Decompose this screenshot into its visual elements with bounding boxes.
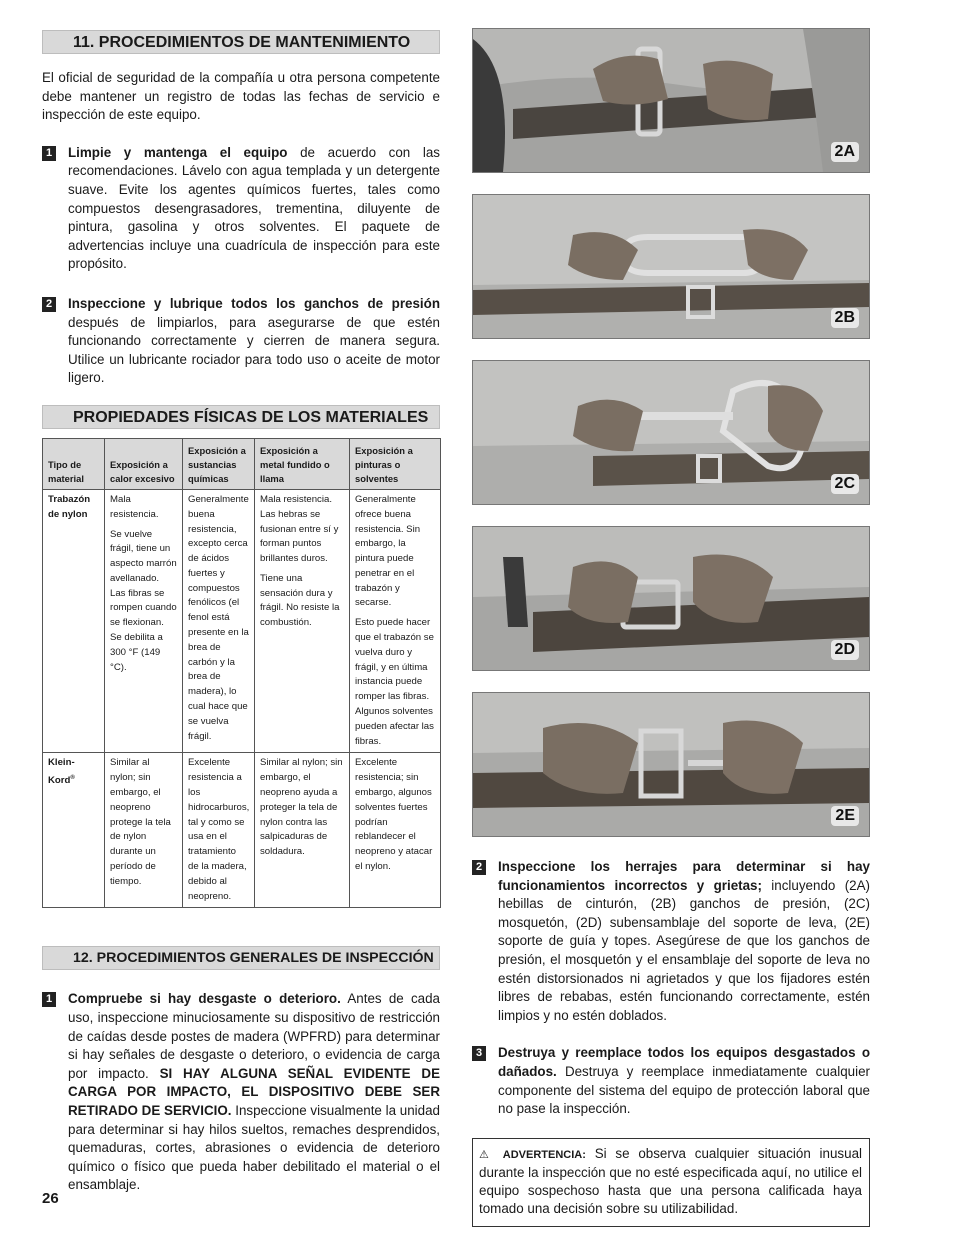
cell-paragraph: Mala resistencia. Las hebras se fusionan entre sí y forman puntos brillantes duros. bbox=[260, 493, 339, 565]
warning-box bbox=[472, 1138, 870, 1227]
step-text: Destruya y reemplace inmediatamente cualquier componente del sistema del equipo de protección laboral que no pase la inspección. bbox=[498, 1063, 870, 1117]
table-cell bbox=[350, 489, 441, 753]
photo-2c-carabiner bbox=[472, 360, 870, 505]
step-number: 3 bbox=[472, 1046, 486, 1061]
material-name: Trabazón de nylon bbox=[43, 489, 105, 753]
cell-paragraph: Esto puede hacer que el trabazón se vuelva duro y frágil, y en última instancia puede romper las fibras. Algunos solventes pueden afectar las fibras. bbox=[355, 617, 434, 747]
step-bold-text: Destruya y reemplace todos los equipos desgastados o dañados. bbox=[498, 1045, 870, 1079]
step-text: incluyendo (2A) hebillas de cinturón, (2B) ganchos de presión, (2C) mosquetón, (2D) subensamblaje del soporte de leva, (2E) soporte de guía y topes. Asegúrese de que los ganchos de presión, el mosquetón y el ensamblaje del soporte de leva no estén distorsionados ni agrietados y que los fijadores estén libres de rebabas, estén funcionando correctamente, estén limpios y no estén doblados. bbox=[498, 877, 870, 1023]
cell-paragraph: Generalmente buena resistencia, excepto cerca de ácidos fuertes y compuestos fenólicos (el fenol está presente en la brea de carbón y la brea de madera), lo cual hace que se vuelva frágil. bbox=[188, 493, 249, 742]
step-text: después de limpiarlos, para asegurarse de que estén funcionando correctamente y cierren de manera segura. Utilice un lubricante rociador para todo uso o aceite de motor ligero. bbox=[68, 314, 440, 386]
step-bold-text: Inspeccione los herrajes para determinar si hay funcionamientos incorrectos y grietas; bbox=[498, 859, 870, 893]
step-text: de acuerdo con las recomendaciones. Lávelo con agua templada y un detergente suave. Evite los agentes químicos fuertes, tales como compuestos desengrasadores, trementina, diluyente de pintura, gasolina y otros solventes. El paquete de advertencias incluye una cuadrícula de inspección para este propósito. bbox=[68, 144, 440, 272]
material-name bbox=[43, 753, 105, 908]
table-cell bbox=[255, 753, 350, 908]
keeper-and-stops-photo-icon bbox=[473, 693, 869, 836]
materials-heading: PROPIEDADES FÍSICAS DE LOS MATERIALES bbox=[42, 405, 440, 429]
maintenance-step-1 bbox=[42, 144, 440, 274]
belt-buckle-photo-icon bbox=[473, 29, 869, 172]
table-header: Exposición a calor excesivo bbox=[105, 438, 183, 489]
step-text: Antes de cada uso, inspeccione minuciosamente su dispositivo de restricción de caídas desde postes de madera (WPFRD) para determinar si hay señales de desgaste o deterioro, o evidencia de carga por impacto. bbox=[68, 991, 440, 1081]
warning-text: Si se observa cualquier situación inusual durante la inspección que no esté especificada aquí, no utilice el equipo sospechoso hasta que una persona calificada haya tomado una decisión sobre su utilizabilidad. bbox=[479, 1145, 862, 1217]
table-row bbox=[43, 753, 441, 908]
warning-triangle-icon: ⚠ bbox=[479, 1148, 494, 1161]
registered-mark: ® bbox=[70, 775, 75, 782]
step-number: 1 bbox=[42, 992, 56, 1007]
photo-label: 2E bbox=[831, 806, 859, 826]
cell-paragraph: Se vuelve frágil, tiene un aspecto marrón avellanado. Las fibras se rompen cuando se flexionan. Se debilita a 300 °F (149 °C). bbox=[110, 528, 177, 673]
table-cell bbox=[105, 489, 183, 753]
materials-table bbox=[42, 438, 441, 909]
photo-label: 2A bbox=[831, 142, 859, 162]
step-number: 2 bbox=[472, 860, 486, 875]
warning-label: ADVERTENCIA: bbox=[502, 1148, 586, 1161]
section-11-heading: 11. PROCEDIMIENTOS DE MANTENIMIENTO bbox=[42, 30, 440, 54]
photo-label: 2D bbox=[831, 640, 859, 660]
inspection-step-3 bbox=[472, 1044, 870, 1118]
table-cell bbox=[255, 489, 350, 753]
table-cell bbox=[183, 489, 255, 753]
cell-paragraph: Excelente resistencia a los hidrocarburos, tal y como se usa en el tratamiento de la madera, debido al neopreno. bbox=[188, 757, 250, 902]
photo-2d-cam-buckle bbox=[472, 526, 870, 671]
maintenance-step-2 bbox=[42, 295, 440, 388]
step-text: Inspeccione visualmente la unidad para determinar si hay hilos sueltos, remaches desprendidos, quemaduras, cortes, abrasiones o evidencia de deterioro químico o físico que pueda haber debilitado el material o el ensamblaje. bbox=[68, 1102, 440, 1193]
inspection-step-1 bbox=[42, 990, 440, 1195]
carabiner-photo-icon bbox=[473, 361, 869, 504]
cell-paragraph: Generalmente ofrece buena resistencia. Sin embargo, la pintura puede penetrar en el trabazón y secarse. bbox=[355, 493, 421, 609]
photo-label: 2C bbox=[831, 474, 859, 494]
step-number: 2 bbox=[42, 297, 56, 312]
photo-2a-belt-buckle bbox=[472, 28, 870, 173]
table-header: Exposición a metal fundido o llama bbox=[255, 438, 350, 489]
table-row bbox=[43, 489, 441, 753]
photo-label: 2B bbox=[831, 308, 859, 328]
table-header: Exposición a pinturas o solventes bbox=[350, 438, 441, 489]
cell-paragraph: Mala resistencia. bbox=[110, 493, 159, 520]
material-name-text: Klein-Kord bbox=[48, 757, 75, 787]
inspection-step-2 bbox=[472, 858, 870, 1025]
photo-2b-snap-hook bbox=[472, 194, 870, 339]
step-bold-text: Limpie y mantenga el equipo bbox=[68, 144, 288, 160]
table-cell bbox=[350, 753, 441, 908]
step-warning-caps: SI HAY ALGUNA SEÑAL EVIDENTE DE CARGA POR IMPACTO, EL DISPOSITIVO DEBE SER RETIRADO DE SERVICIO. bbox=[68, 1065, 440, 1118]
snap-hook-photo-icon bbox=[473, 195, 869, 338]
table-header-row bbox=[43, 438, 441, 489]
table-header: Tipo de material bbox=[43, 438, 105, 489]
cell-paragraph: Similar al nylon; sin embargo, el neopreno ayuda a proteger la tela de nylon contra las salpicaduras de soldadura. bbox=[260, 757, 343, 858]
cell-paragraph: Excelente resistencia; sin embargo, algunos solventes fuertes podrían reblandecer el neopreno y atacar el nylon. bbox=[355, 757, 433, 873]
section-11-intro: El oficial de seguridad de la compañía u otra persona competente debe mantener un registro de todas las fechas de servicio e inspección de este equipo. bbox=[42, 70, 440, 123]
table-header: Exposición a sustancias químicas bbox=[183, 438, 255, 489]
step-number: 1 bbox=[42, 146, 56, 161]
step-bold-text: Inspeccione y lubrique todos los ganchos de presión bbox=[68, 295, 440, 311]
table-cell bbox=[105, 753, 183, 908]
page-number: 26 bbox=[42, 1190, 59, 1207]
table-cell bbox=[183, 753, 255, 908]
photo-2e-keeper-and-stops bbox=[472, 692, 870, 837]
left-column bbox=[42, 30, 440, 1195]
cam-buckle-photo-icon bbox=[473, 527, 869, 670]
cell-paragraph: Tiene una sensación dura y frágil. No resiste la combustión. bbox=[260, 572, 340, 629]
right-column bbox=[472, 28, 870, 1227]
step-bold-text: Compruebe si hay desgaste o deterioro. bbox=[68, 991, 341, 1007]
section-12-heading: 12. PROCEDIMIENTOS GENERALES DE INSPECCIÓN bbox=[42, 946, 440, 970]
cell-paragraph: Similar al nylon; sin embargo, el neopreno protege la tela de nylon durante un período de tiempo. bbox=[110, 757, 171, 887]
